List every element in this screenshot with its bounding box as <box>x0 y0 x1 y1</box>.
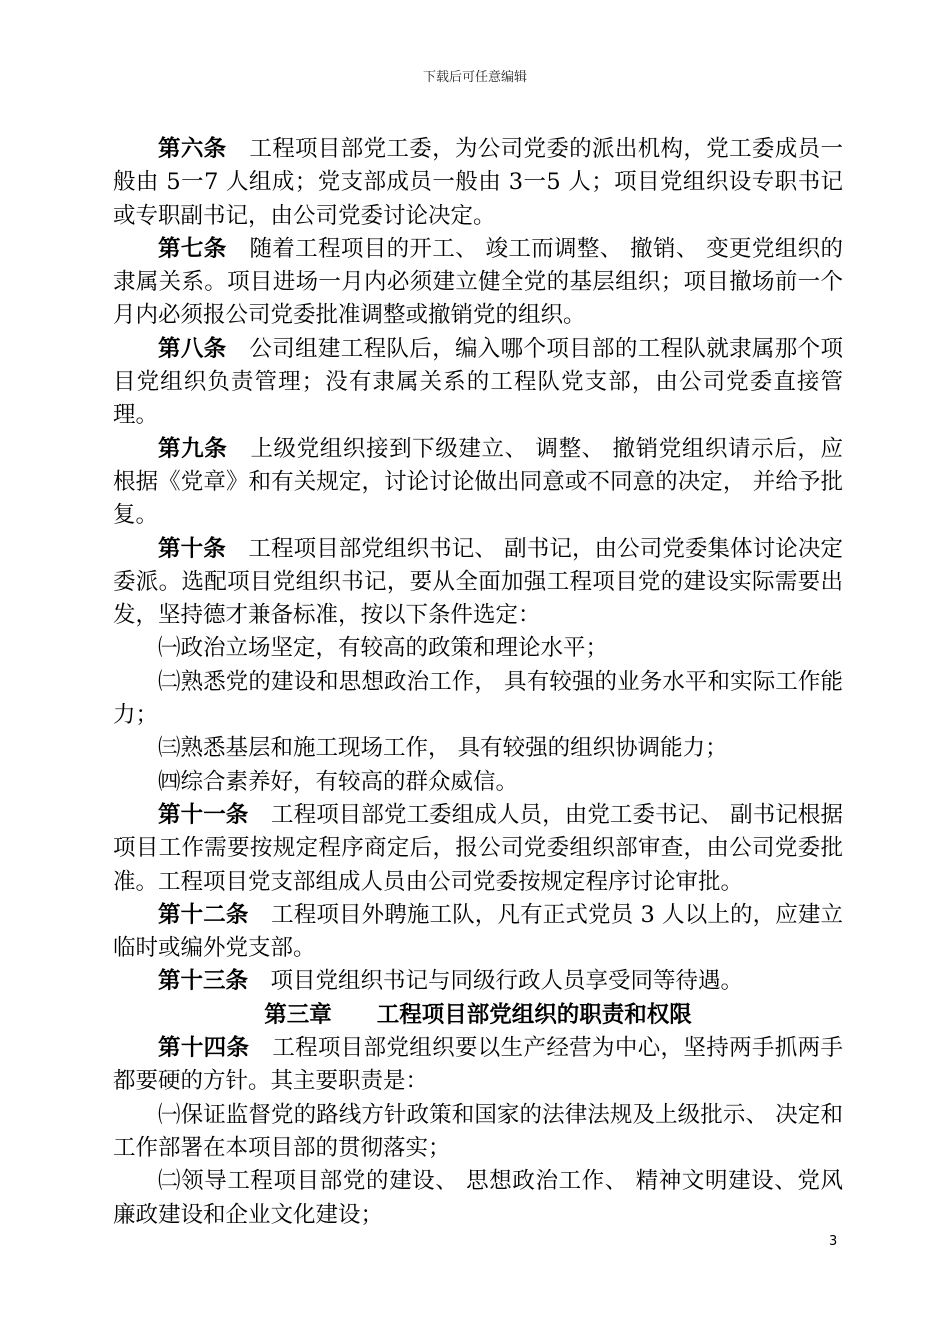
list-item: ㈠保证监督党的路线方针政策和国家的法律法规及上级批示、 决定和工作部署在本项目部的贯彻落实； <box>113 1101 843 1161</box>
chapter-title: 工程项目部党组织的职责和权限 <box>376 1001 692 1028</box>
list-item: ㈡领导工程项目部党的建设、 思想政治工作、 精神文明建设、党风廉政建设和企业文化建设； <box>113 1168 843 1228</box>
document-body <box>113 133 843 1232</box>
list-item: ㈠政治立场坚定，有较高的政策和理论水平； <box>158 635 609 662</box>
article-7 <box>113 233 843 333</box>
article-9 <box>113 433 843 533</box>
article-label: 第七条 <box>158 235 227 262</box>
article-label: 第九条 <box>158 435 228 462</box>
article-12 <box>113 899 843 966</box>
chapter-number: 第三章 <box>264 1001 332 1028</box>
article-label: 第十一条 <box>158 801 249 828</box>
list-item: ㈡熟悉党的建设和思想政治工作， 具有较强的业务水平和实际工作能力； <box>113 668 843 729</box>
article-8 <box>113 333 843 433</box>
article-text: 上级党组织接到下级建立、 调整、 撤销党组织请示后，应根据《党章》和有关规定，讨论讨论做出同意或不同意的决定， 并给予批复。 <box>113 435 843 529</box>
article-label: 第十四条 <box>158 1035 250 1062</box>
page-header-note: 下载后可任意编辑 <box>422 70 527 85</box>
list-item: ㈣综合素养好，有较高的群众威信。 <box>158 768 519 795</box>
article-label: 第十条 <box>158 535 226 562</box>
article-text: 随着工程项目的开工、 竣工而调整、 撤销、 变更党组织的隶属关系。项目进场一月内必须建立健全党的基层组织；项目撤场前一个月内必须报公司党委批准调整或撤销党的组织。 <box>113 235 843 329</box>
chapter-heading <box>113 999 843 1032</box>
page-number: 3 <box>829 1234 838 1249</box>
article-label: 第六条 <box>158 136 227 162</box>
article-text: 公司组建工程队后，编入哪个项目部的工程队就隶属那个项目党组织负责管理；没有隶属关系的工程队党支部，由公司党委直接管理。 <box>113 335 843 429</box>
article-text: 工程项目外聘施工队，凡有正式党员 3 人以上的，应建立临时或编外党支部。 <box>113 901 843 962</box>
article-text: 工程项目部党组织书记、 副书记，由公司党委集体讨论决定委派。选配项目党组织书记，要从全面加强工程项目党的建设实际需要出发，坚持德才兼备标准，按以下条件选定： <box>113 535 843 629</box>
article-text: 工程项目部党组织要以生产经营为中心，坚持两手抓两手都要硬的方针。其主要职责是： <box>113 1035 843 1095</box>
article-text: 工程项目部党工委组成人员，由党工委书记、 副书记根据项目工作需要按规定程序商定后，报公司党委组织部审查，由公司党委批准。工程项目党支部组成人员由公司党委按规定程序讨论审批。 <box>113 801 843 895</box>
article-6 <box>113 133 843 233</box>
article-11 <box>113 799 843 899</box>
article-14 <box>113 1032 843 1099</box>
article-text: 工程项目部党工委，为公司党委的派出机构，党工委成员一般由 5一7 人组成；党支部成员一般由 3一5 人；项目党组织设专职书记或专职副书记，由公司党委讨论决定。 <box>113 136 843 229</box>
article-10 <box>113 533 843 633</box>
article-13 <box>113 965 843 998</box>
article-label: 第十二条 <box>158 901 249 928</box>
article-label: 第十三条 <box>158 968 249 995</box>
list-item: ㈢熟悉基层和施工现场工作， 具有较强的组织协调能力； <box>158 735 728 762</box>
article-text: 项目党组织书记与同级行政人员享受同等待遇。 <box>270 968 744 995</box>
article-label: 第八条 <box>158 335 227 362</box>
